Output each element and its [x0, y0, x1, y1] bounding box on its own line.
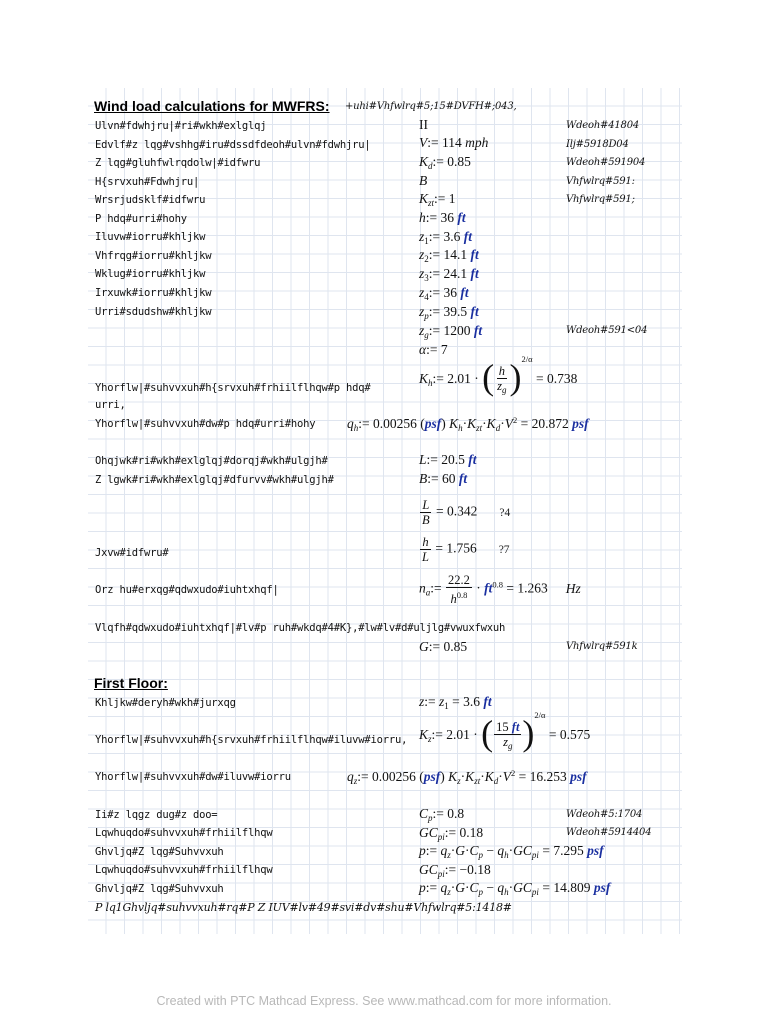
note-kd: Wdeoh#591904	[566, 157, 646, 168]
label-rigid-structure: Vlqfh#qdwxudo#iuhtxhqf|#lv#p ruh#wkdq#4#K},#lw#lv#d#uljlg#vwuxfwxuh	[95, 622, 506, 634]
value-g: G:= 0.85	[419, 639, 468, 654]
formula-p2: p:= $q_z\cdot G\cdot C_p - q_h\cdot GC_{pi} = 14.809$ psf	[419, 880, 611, 897]
label-directionality-factor: Z lqg#gluhfwlrqdolw|#idfwru	[95, 157, 261, 169]
note-cp: Wdeoh#5:1704	[566, 809, 643, 820]
formula-qz: $q_z:= 0.00256$ (psf) $K_z\cdot K_{zt}\cdot K_d\cdot V^2 = 16.253$ psf	[347, 768, 587, 786]
formula-p1: p:= $q_z\cdot G\cdot C_p - q_h\cdot GC_{pi} = 7.295$ psf	[419, 843, 604, 860]
note-exposure: Vhfwlrq#591:	[566, 176, 635, 187]
formula-qh: $q_h:= 0.00256$ (psf) $K_h\cdot K_{zt}\cdot K_d\cdot V^2 = 20.872$ psf	[347, 415, 589, 433]
label-design-pressure-2: Ghvljq#Z lqg#Suhvvxuh	[95, 883, 224, 895]
label-design-pressure-1: Ghvljq#Z lqg#Suhvvxuh	[95, 846, 224, 858]
label-fourth-floor-height: Irxuwk#iorru#khljkw	[95, 287, 212, 299]
value-gcpi-neg: $GC_{pi}:= -0.18$	[419, 862, 491, 879]
footer-credit: Created with PTC Mathcad Express. See www.mathcad.com for more information.	[156, 994, 612, 1008]
label-height-above-ground: Khljkw#deryh#wkh#jurxqg	[95, 697, 236, 709]
label-gust-factor: Jxvw#idfwru#	[95, 547, 169, 559]
label-second-floor-height: Vhfrqg#iorru#khljkw	[95, 250, 212, 262]
label-building-width: Z lgwk#ri#wkh#exlglqj#dfurvv#wkh#ulgjh#	[95, 474, 334, 486]
value-zg: $z_g:= 1200$ ft	[419, 323, 483, 340]
label-natural-frequency: Orz hu#erxqg#qdwxudo#iuhtxhqf|	[95, 584, 279, 596]
value-z1: $z_1:= 3.6$ ft	[419, 229, 473, 246]
value-exposure: B	[419, 173, 428, 188]
value-alpha: α:= 7	[419, 342, 448, 357]
value-b: B:= 60 ft	[419, 471, 468, 486]
note-kzt: Vhfwlrq#591;	[566, 194, 635, 205]
label-roof-parapet-height: Urri#sdudshw#khljkw	[95, 306, 212, 318]
value-cp: $C_p:= 0.8$	[419, 806, 465, 823]
formula-h-over-l: $\frac{h}{L}$ = 1.756 ?7	[422, 535, 510, 564]
value-z3: $z_3:= 24.1$ ft	[419, 266, 479, 283]
label-qh: Yhorflw|#suhvvxuh#dw#p hdq#urri#hohy	[95, 418, 316, 430]
note-wind-speed: Ilj#5918D04	[566, 139, 629, 150]
label-kh: Yhorflw|#suhvvxuh#h{srvxuh#frhiilflhqw#p hdq# urri,	[95, 382, 371, 411]
value-l: L:= 20.5 ft	[419, 452, 477, 467]
value-z2: $z_2:= 14.1$ ft	[419, 247, 479, 264]
formula-kz: $K_z:= 2.01$ · ( $\frac{15 ft}{z_g}$ )$^{2/\alpha}$ = 0.575	[419, 710, 591, 753]
note-gcpi: Wdeoh#5914404	[566, 827, 652, 838]
note-zg: Wdeoh#591<04	[566, 325, 648, 336]
label-building-length: Ohqjwk#ri#wkh#exlglqj#dorqj#wkh#ulgjh#	[95, 455, 328, 467]
section-first-floor: First Floor:	[94, 675, 168, 691]
note-risk-category: Wdeoh#41804	[566, 120, 640, 131]
label-internal-pressure-coef-neg: Lqwhuqdo#suhvvxuh#frhiilflhqw	[95, 864, 273, 876]
label-third-floor-height: Wklug#iorru#khljkw	[95, 268, 206, 280]
page-subtitle: +uhi#Vhfwlrq#5;15#DVFH#;043,	[345, 101, 517, 112]
label-qz: Yhorflw|#suhvvxuh#dw#iluvw#iorru	[95, 771, 291, 783]
value-kd: $K_d:= 0.85$	[419, 154, 471, 171]
label-mean-roof-height: P hdq#urri#hohy	[95, 213, 187, 225]
label-exposure-category: H{srvxuh#Fdwhjru|	[95, 176, 200, 188]
note-gust: Vhfwlrq#591k	[566, 641, 638, 652]
value-gcpi-pos: $GC_{pi}:= 0.18$	[419, 825, 484, 842]
formula-kh: $K_h:= 2.01$ · ( $\frac{h}{z_g}$ )$^{2/\alpha}$ = 0.738	[419, 354, 578, 397]
label-topographic-factor: Wrsrjudsklf#idfwru	[95, 194, 206, 206]
value-zp: $z_p:= 39.5$ ft	[419, 304, 479, 321]
label-internal-pressure-coef-pos: Lqwhuqdo#suhvvxuh#frhiilflhqw	[95, 827, 273, 839]
label-risk-category: Ulvn#fdwhjru|#ri#wkh#exlglqj	[95, 120, 267, 132]
label-basic-wind-speed: Edvlf#z lqg#vshhg#iru#dssdfdeoh#ulvn#fdwhjru|	[95, 139, 371, 151]
formula-na: $n_a:=$ $\frac{22.2}{h^{0.8}}$ · $ft^{0.8} = 1.263$ Hz	[419, 573, 581, 606]
label-first-floor-height: Iluvw#iorru#khljkw	[95, 231, 206, 243]
note-min-design-pressure: P lq1Ghvljq#suhvvxuh#rq#P Z IUV#lv#49#svi#dv#shu#Vhfwlrq#5:1418#	[95, 901, 512, 914]
label-windward-wall: Ii#z lqgz dug#z doo=	[95, 809, 218, 821]
value-z-first-floor: z:= $z_1 = 3.6$ ft	[419, 694, 492, 711]
page-title: Wind load calculations for MWFRS:	[94, 98, 330, 114]
value-risk-category: II	[419, 117, 428, 132]
label-kz: Yhorflw|#suhvvxuh#h{srvxuh#frhiilflhqw#iluvw#iorru,	[95, 734, 408, 746]
value-z4: $z_4:= 36$ ft	[419, 285, 469, 302]
value-wind-speed: V:= 114 mph	[419, 135, 489, 150]
formula-l-over-b: $\frac{L}{B}$ = 0.342 ?4	[422, 498, 511, 527]
value-h: h:= 36 ft	[419, 210, 466, 225]
value-kzt: $K_{zt}:= 1$	[419, 191, 456, 208]
